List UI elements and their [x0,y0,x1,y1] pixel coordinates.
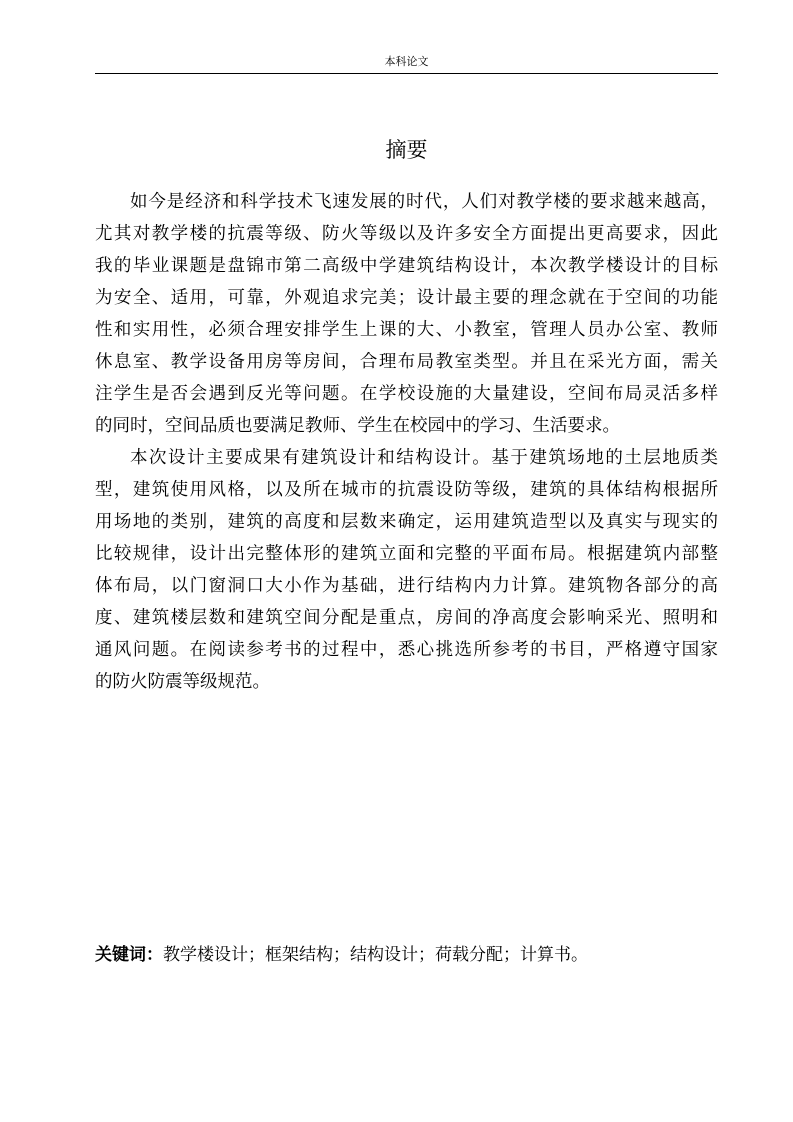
abstract-body [95,186,718,698]
abstract-title: 摘要 [385,138,428,162]
text-line: 本次设计主要成果有建筑设计和结构设计。基于建筑场地的土层地质类 [130,448,718,468]
abstract-paragraph-1 [95,186,718,442]
keywords-text: 教学楼设计；框架结构；结构设计；荷载分配；计算书。 [163,945,588,965]
text-line: 注学生是否会遇到反光等问题。在学校设施的大量建设，空间布局灵活多样 [95,384,718,404]
text-line: 如今是经济和科学技术飞速发展的时代，人们对教学楼的要求越来越高， [130,192,718,212]
header-divider [95,73,718,74]
text-line: 用场地的类别，建筑的高度和层数来确定，运用建筑造型以及真实与现实的 [95,512,718,532]
text-line: 尤其对教学楼的抗震等级、防火等级以及许多安全方面提出更高要求，因此 [95,224,718,244]
text-line: 比较规律，设计出完整体形的建筑立面和完整的平面布局。根据建筑内部整 [95,544,718,564]
text-line: 性和实用性，必须合理安排学生上课的大、小教室，管理人员办公室、教师 [95,320,718,340]
text-line: 体布局，以门窗洞口大小作为基础，进行结构内力计算。建筑物各部分的高 [95,576,718,596]
text-line: 型，建筑使用风格，以及所在城市的抗震设防等级，建筑的具体结构根据所 [95,480,718,500]
text-line: 我的毕业课题是盘锦市第二高级中学建筑结构设计，本次教学楼设计的目标 [95,256,718,276]
text-line: 的同时，空间品质也要满足教师、学生在校园中的学习、生活要求。 [95,416,620,436]
keywords-line [95,940,718,970]
page-header: 本科论文 [384,55,429,68]
text-line: 通风问题。在阅读参考书的过程中，悉心挑选所参考的书目，严格遵守国家 [95,640,718,660]
text-line: 的防火防震等级规范。 [95,672,270,692]
keywords-label: 关键词： [95,945,163,965]
abstract-paragraph-2 [95,442,718,698]
text-line: 休息室、教学设备用房等房间，合理布局教室类型。并且在采光方面，需关 [95,352,718,372]
text-line: 为安全、适用，可靠，外观追求完美；设计最主要的理念就在于空间的功能 [95,288,718,308]
text-line: 度、建筑楼层数和建筑空间分配是重点，房间的净高度会影响采光、照明和 [95,608,718,628]
